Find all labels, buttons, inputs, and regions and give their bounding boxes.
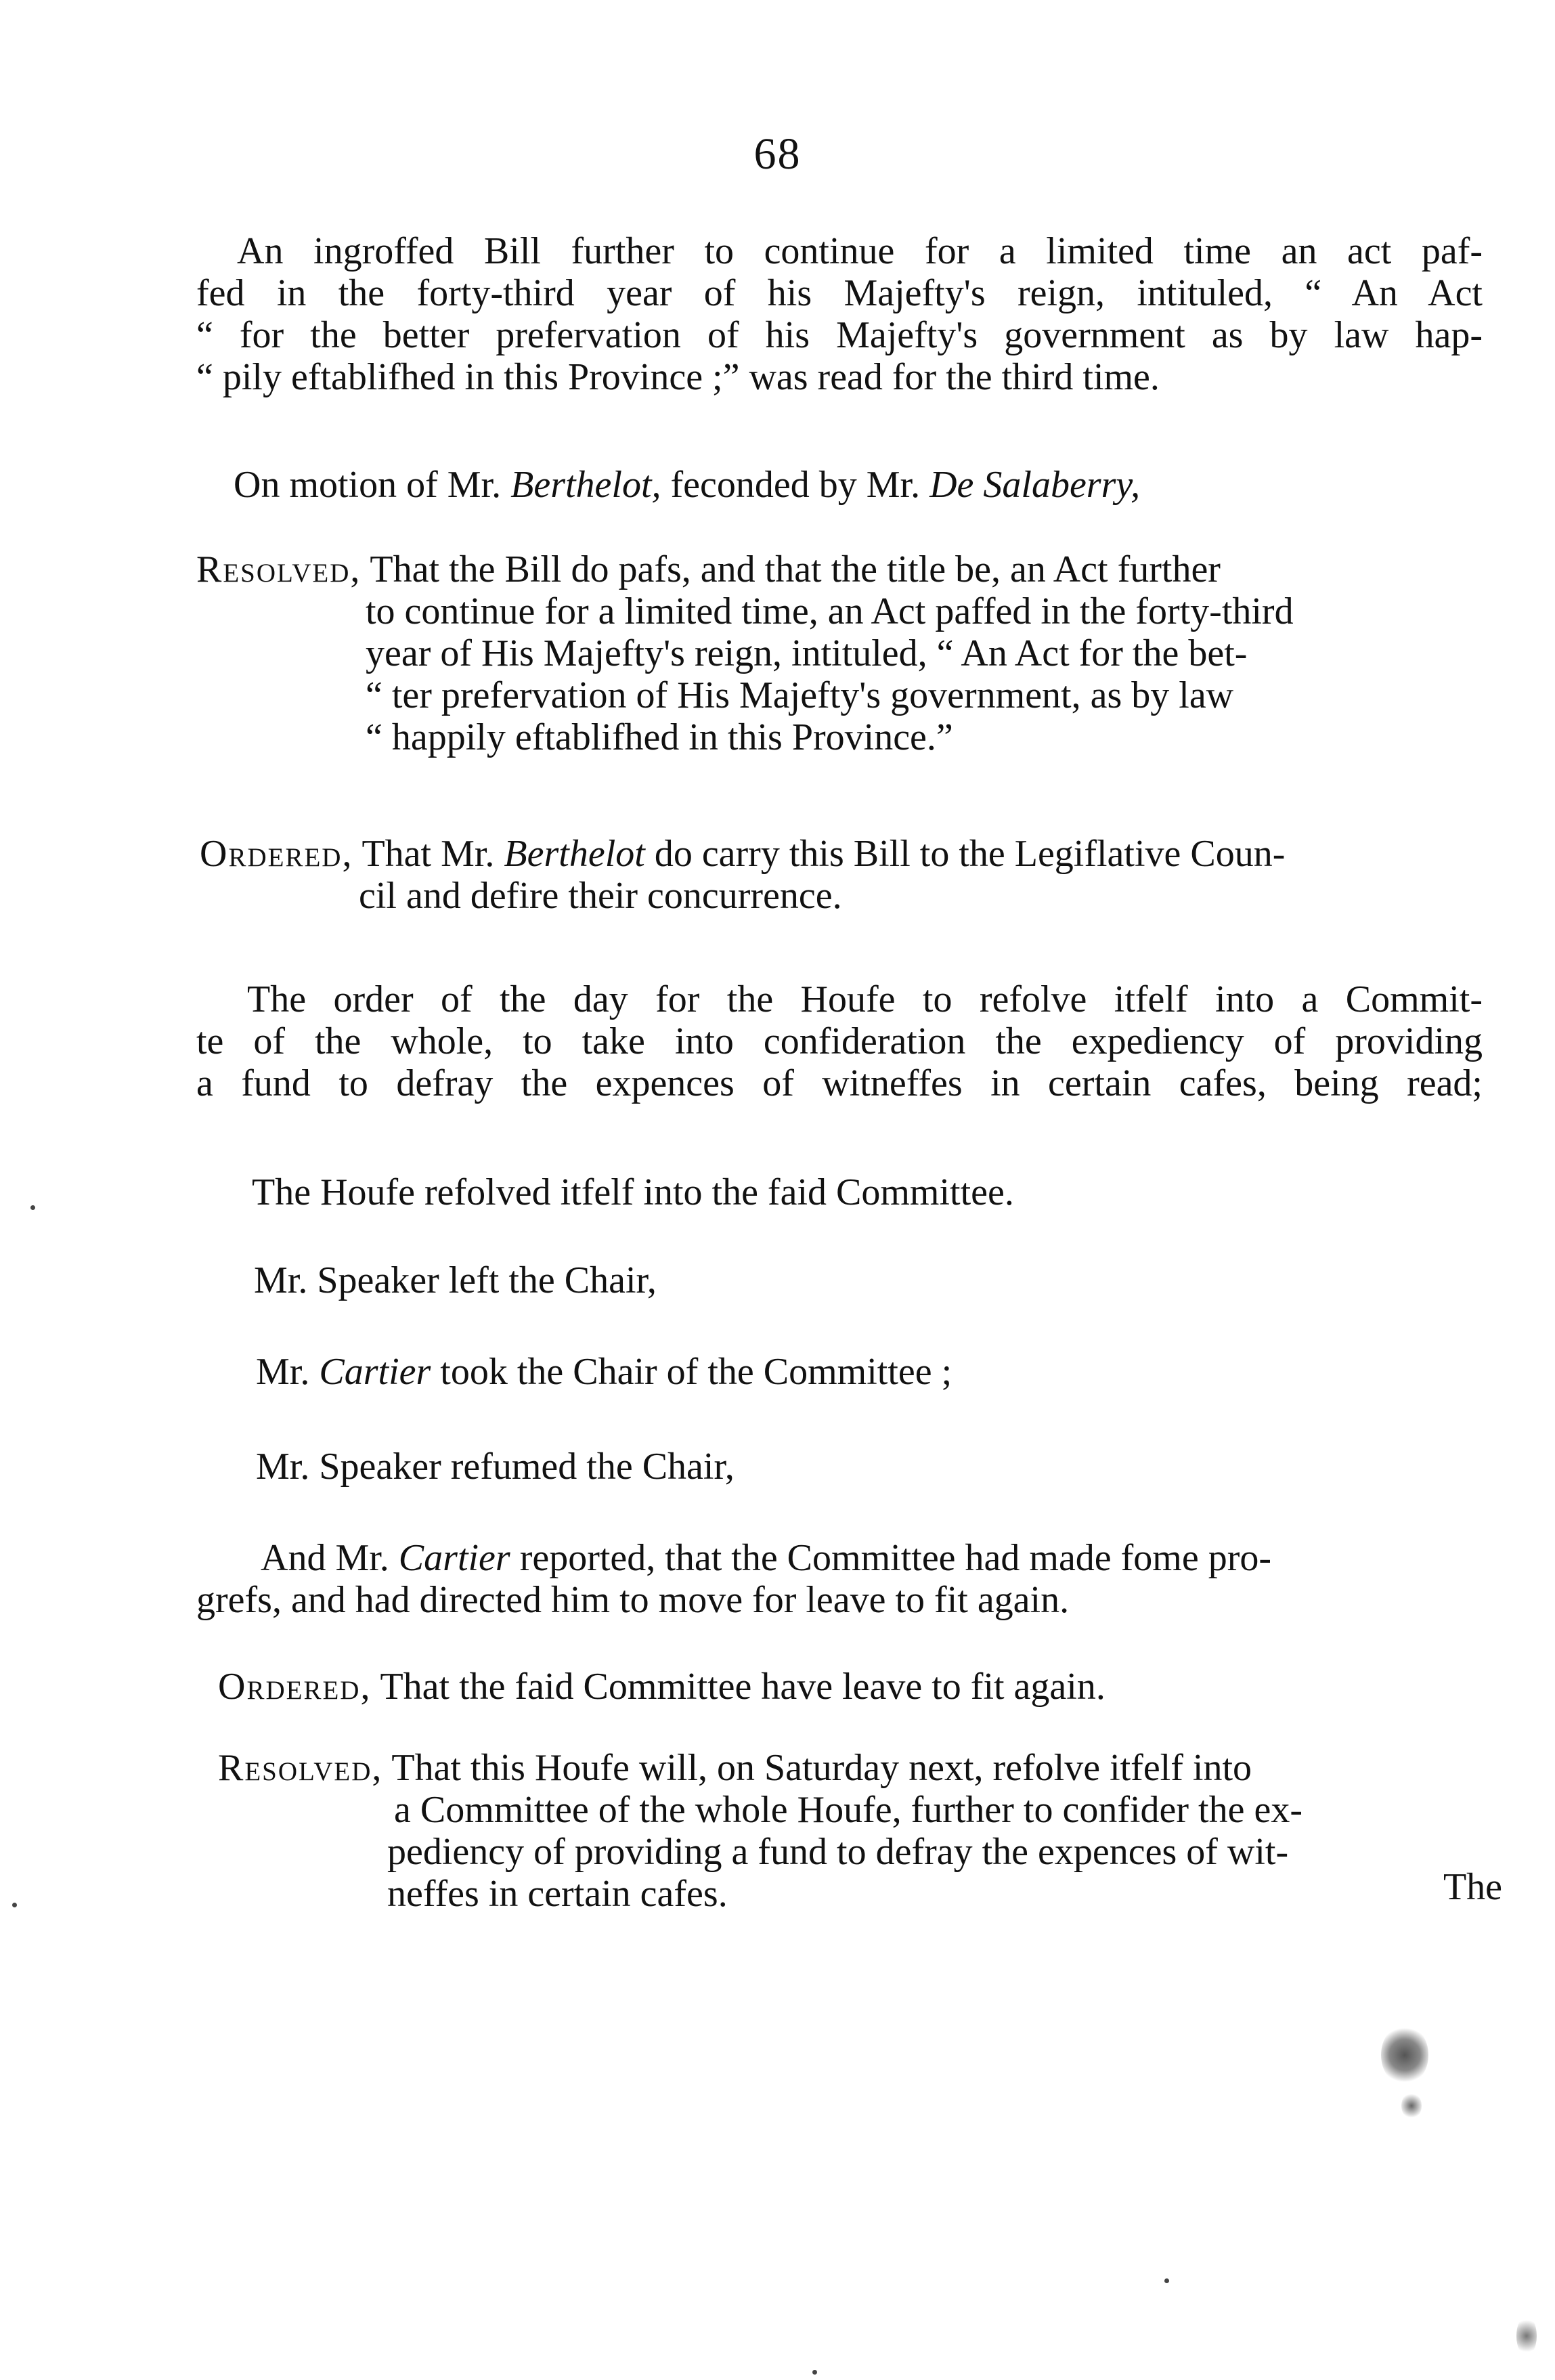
mover-name: Berthelot, bbox=[510, 464, 661, 506]
scan-speck bbox=[1381, 2025, 1428, 2085]
scan-speck bbox=[1401, 2092, 1422, 2119]
ordered-first-post: do carry this Bill to the Legiflative Coun- bbox=[644, 833, 1286, 875]
ordered-label: Ordered, bbox=[218, 1666, 372, 1708]
scan-speck bbox=[1516, 2316, 1537, 2356]
paragraph-line: An ingroffed Bill further to continue for a limited time an act paf- bbox=[237, 230, 1483, 272]
reported-line: grefs, and had directed him to move for leave to fit again. bbox=[196, 1579, 1070, 1621]
motion-mid: feconded by Mr. bbox=[661, 464, 930, 506]
ordered-line: cil and defire their concurrence. bbox=[359, 875, 842, 917]
reported-post: reported, that the Committee had made fome pro- bbox=[510, 1537, 1272, 1579]
cartier-pre: Mr. bbox=[256, 1351, 320, 1393]
reported-pre: And Mr. bbox=[261, 1537, 399, 1579]
scan-speck bbox=[812, 2370, 817, 2375]
resolved-line: to continue for a limited time, an Act paffed in the forty-third bbox=[366, 590, 1294, 632]
cartier-took-chair-line bbox=[256, 1351, 952, 1393]
paragraph-line: fed in the forty-third year of his Majefty's reign, intituled, “ An Act bbox=[196, 272, 1483, 314]
ordered-label: Ordered, bbox=[200, 833, 353, 875]
paragraph-line: “ pily eftablifhed in this Province ;” was read for the third time. bbox=[196, 356, 1160, 398]
resolved-line: a Committee of the whole Houfe, further to confider the ex- bbox=[394, 1789, 1302, 1831]
reported-name: Cartier bbox=[398, 1537, 510, 1579]
motion-pre: On motion of Mr. bbox=[234, 464, 511, 506]
ordered-first-pre: That Mr. bbox=[353, 833, 504, 875]
resolved-line: year of His Majefty's reign, intituled, “ An Act for the bet- bbox=[366, 632, 1248, 674]
reported-paragraph bbox=[196, 1537, 1503, 1621]
house-resolved-line: The Houfe refolved itfelf into the faid Committee. bbox=[252, 1171, 1014, 1213]
scan-speck bbox=[12, 1903, 17, 1907]
paragraph-line: a fund to defray the expences of witneffes in certain cafes, being read; bbox=[196, 1062, 1483, 1104]
ordered-name: Berthelot bbox=[504, 833, 645, 875]
resolved-label: Resolved, bbox=[218, 1747, 383, 1789]
speaker-left-line: Mr. Speaker left the Chair, bbox=[254, 1259, 657, 1301]
scan-speck bbox=[1164, 2278, 1169, 2283]
resolved-line: “ happily eftablifhed in this Province.” bbox=[366, 716, 953, 758]
order-of-day-paragraph bbox=[196, 978, 1483, 1104]
resolved-first-line: That the Bill do pafs, and that the title be, an Act further bbox=[361, 548, 1221, 590]
cartier-name: Cartier bbox=[319, 1351, 431, 1393]
resolved-line: “ ter prefervation of His Majefty's government, as by law bbox=[366, 674, 1234, 716]
speaker-resumed-line: Mr. Speaker refumed the Chair, bbox=[256, 1446, 735, 1488]
ordered-entry-2 bbox=[218, 1666, 1105, 1708]
resolved-entry-2 bbox=[218, 1747, 1504, 1915]
engrossed-bill-paragraph bbox=[196, 230, 1483, 398]
paragraph-line: The order of the day for the Houfe to refolve itfelf into a Commit- bbox=[247, 978, 1483, 1020]
paragraph-line: “ for the better prefervation of his Majefty's government as by law hap- bbox=[196, 314, 1483, 356]
scan-speck bbox=[30, 1205, 35, 1210]
page-number: 68 bbox=[753, 129, 802, 179]
paragraph-line: te of the whole, to take into confideration the expediency of providing bbox=[196, 1020, 1483, 1062]
ordered-text: That the faid Committee have leave to fit again. bbox=[371, 1666, 1105, 1708]
cartier-post: took the Chair of the Committee ; bbox=[431, 1351, 952, 1393]
motion-line bbox=[234, 464, 1140, 506]
catchword: The bbox=[1443, 1866, 1502, 1908]
seconder-name: De Salaberry, bbox=[929, 464, 1141, 506]
resolved-label: Resolved, bbox=[196, 548, 362, 590]
resolved-entry-1 bbox=[196, 548, 1483, 758]
resolved-first-line: That this Houfe will, on Saturday next, refolve itfelf into bbox=[382, 1747, 1252, 1789]
resolved-line: pediency of providing a fund to defray the expences of wit- bbox=[387, 1831, 1289, 1873]
resolved-line: neffes in certain cafes. bbox=[387, 1873, 728, 1915]
ordered-entry-1 bbox=[200, 833, 1486, 917]
